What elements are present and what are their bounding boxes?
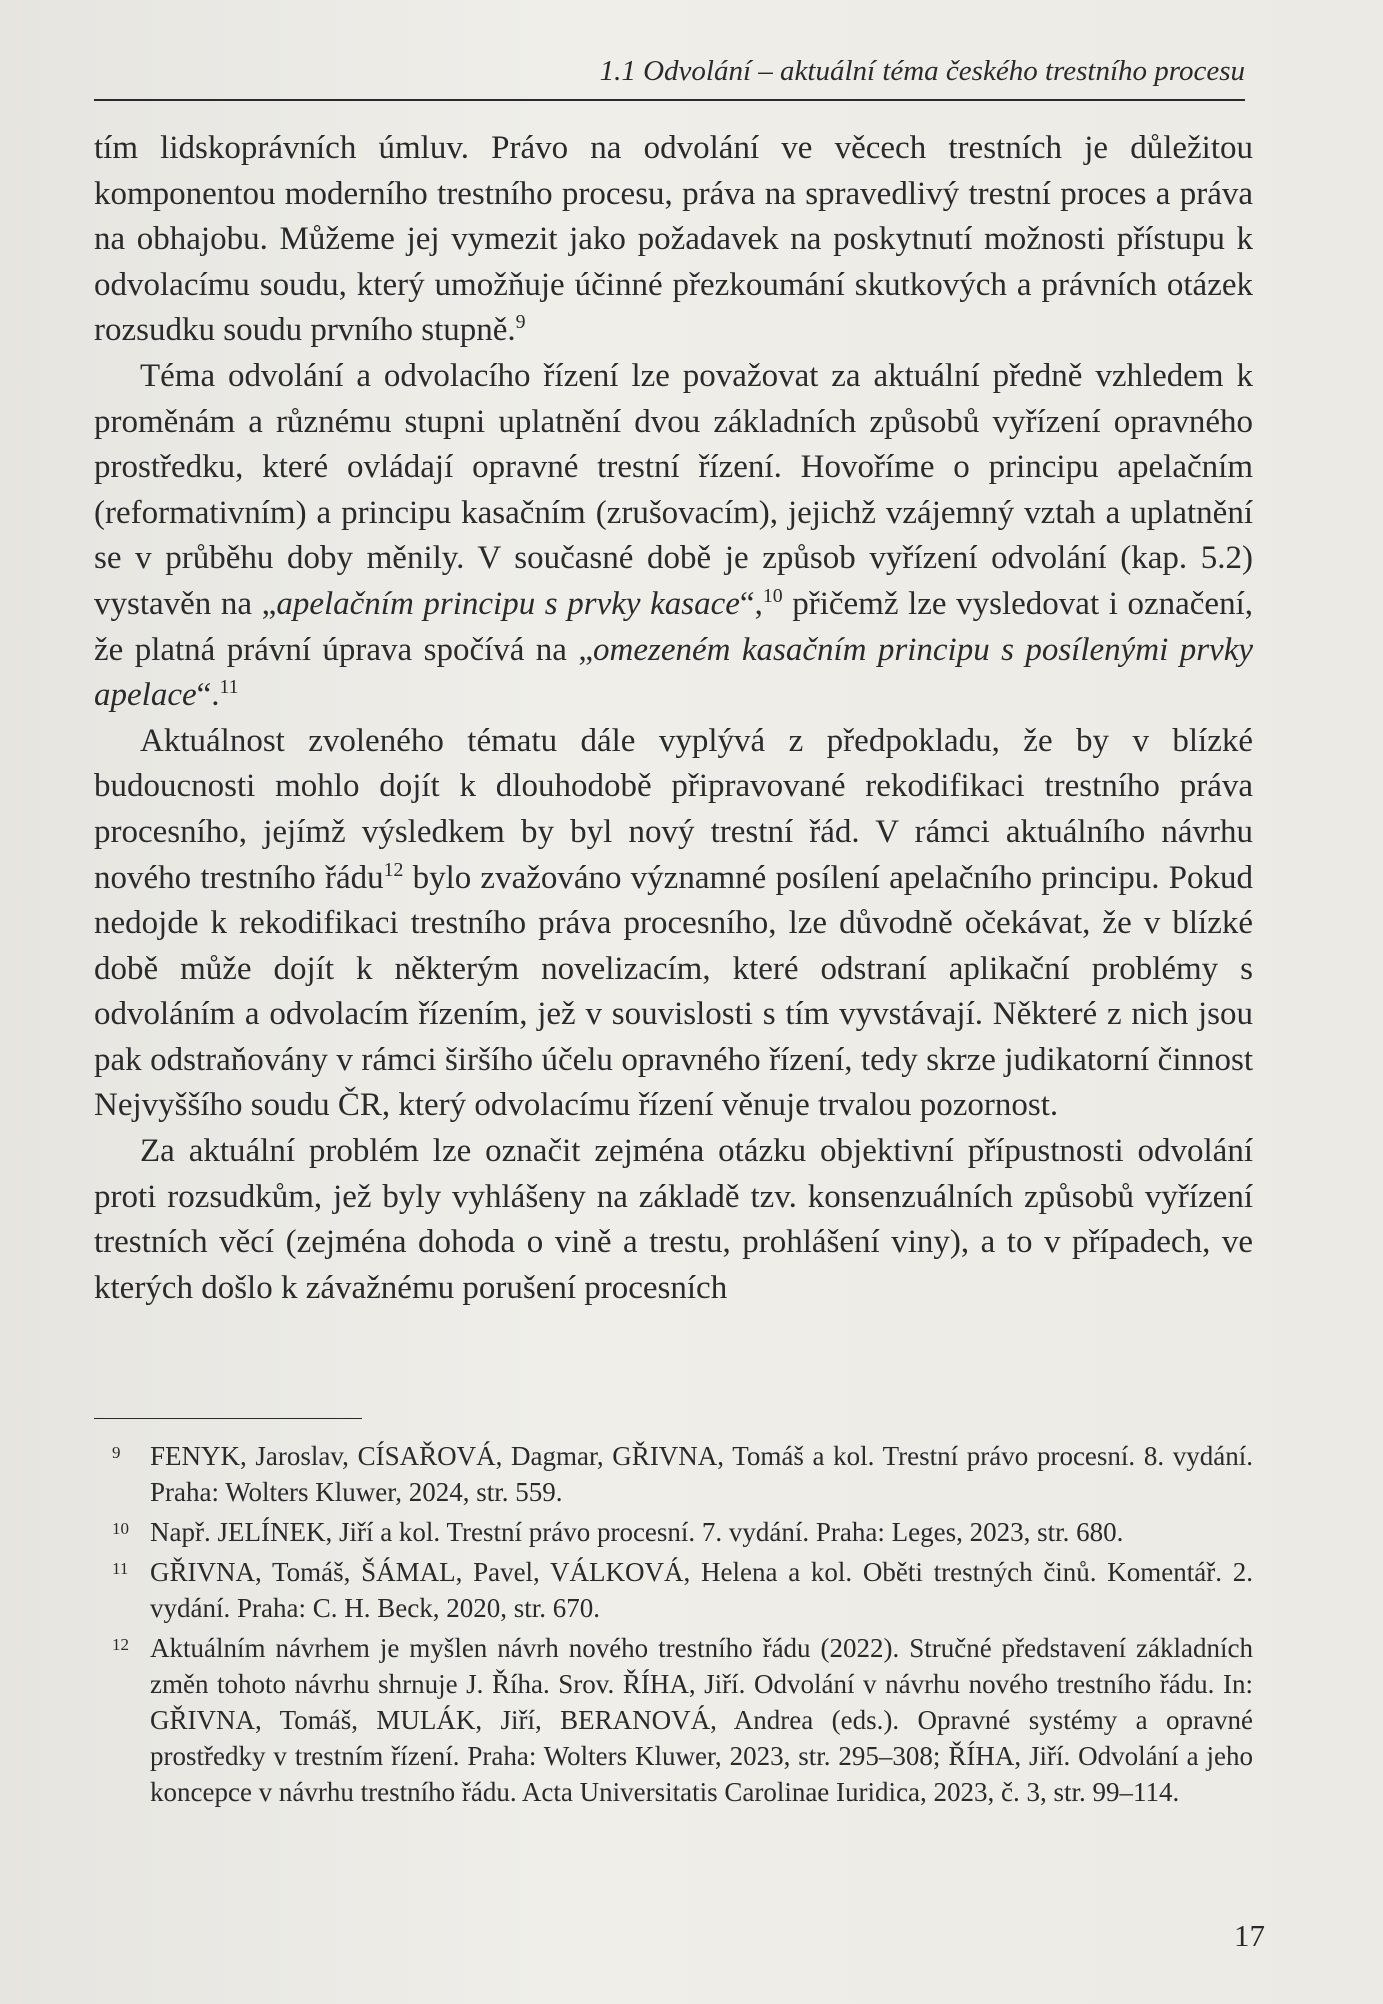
header-rule bbox=[94, 99, 1245, 101]
footnote-text: Aktuálním návrhem je myšlen návrh nového trestního řádu (2022). Stručné představení základních změn tohoto návrhu shrnuje J. Říha. Srov. ŘÍHA, Jiří. Odvolání v návrhu nového trestního řádu. In: GŘIVNA, Tomáš, MULÁK, Jiří, BERANOVÁ, Andrea (eds.). Opravné systémy a opravné prostředky v trestním řízení. Praha: Wolters Kluwer, 2023, str. 295–308; ŘÍHA, Jiří. Odvolání a jeho koncepce v návrhu trestního řádu. Acta Universitatis Carolinae Iuridica, 2023, č. 3, str. 99–114. bbox=[150, 1633, 1253, 1807]
paragraph-1 bbox=[94, 126, 1253, 354]
paragraph-2-text-c: přičemž lze vysledovat i označení, že platná právní úprava spočívá na „ bbox=[94, 585, 1253, 668]
footnote-ref-9: 9 bbox=[515, 311, 526, 334]
paragraph-2-text-a: Téma odvolání a odvolacího řízení lze považovat za aktuální předně vzhledem k proměnám a různému stupni uplatnění dvou základních způsobů vyřízení opravného prostředku, které ovládají opravné trestní řízení. Hovoříme o principu apelačním (reformativním) a principu kasačním (zrušovacím), jejichž vzájemný vztah a uplatnění se v průběhu doby měnily. V současné době je způsob vyřízení odvolání (kap. 5.2) vystavěn na „ bbox=[94, 357, 1253, 622]
footnote-9 bbox=[94, 1438, 1253, 1510]
paragraph-2-text-b: “, bbox=[739, 585, 763, 622]
footnote-number: 9 bbox=[112, 1443, 121, 1462]
footnote-number: 12 bbox=[112, 1635, 129, 1654]
paragraph-2-text-d: “. bbox=[196, 677, 220, 714]
running-header: 1.1 Odvolání – aktuální téma českého trestního procesu bbox=[599, 55, 1245, 87]
footnote-10 bbox=[94, 1514, 1253, 1550]
paragraph-1-text: tím lidskoprávních úmluv. Právo na odvolání ve věcech trestních je důležitou komponentou moderního trestního procesu, práva na spravedlivý trestní proces a práva na obhajobu. Můžeme jej vymezit jako požadavek na poskytnutí možnosti přístupu k odvolacímu soudu, který umožňuje účinné přezkoumání skutkových a právních otázek rozsudku soudu prvního stupně. bbox=[94, 130, 1253, 349]
footnote-separator bbox=[94, 1418, 362, 1419]
paragraph-2-quote-1: apelačním principu s prvky kasace bbox=[276, 585, 740, 622]
footnote-ref-12: 12 bbox=[383, 858, 404, 881]
paragraph-2 bbox=[94, 354, 1253, 719]
page-number: 17 bbox=[1234, 1918, 1265, 1953]
footnote-text: FENYK, Jaroslav, CÍSAŘOVÁ, Dagmar, GŘIVNA, Tomáš a kol. Trestní právo procesní. 8. vydání. Praha: Wolters Kluwer, 2024, str. 559. bbox=[150, 1441, 1253, 1507]
footnote-ref-11: 11 bbox=[219, 676, 239, 699]
main-text bbox=[94, 126, 1253, 1311]
footnote-number: 10 bbox=[112, 1519, 129, 1538]
footnotes bbox=[94, 1438, 1253, 1814]
footnote-ref-10: 10 bbox=[762, 584, 783, 607]
paragraph-2-quote-2: omezeném kasačním principu s posílenými prvky apelace bbox=[94, 631, 1253, 714]
footnote-text: GŘIVNA, Tomáš, ŠÁMAL, Pavel, VÁLKOVÁ, Helena a kol. Oběti trestných činů. Komentář. 2. vydání. Praha: C. H. Beck, 2020, str. 670. bbox=[150, 1557, 1253, 1623]
footnote-11 bbox=[94, 1554, 1253, 1626]
footnote-12 bbox=[94, 1630, 1253, 1810]
paragraph-4 bbox=[94, 1129, 1253, 1311]
paragraph-4-text: Za aktuální problém lze označit zejména otázku objektivní přípustnosti odvolání proti rozsudkům, jež byly vyhlášeny na základě tzv. konsenzuálních způsobů vyřízení trestních věcí (zejména dohoda o vině a trestu, prohlášení viny), a to v případech, ve kterých došlo k závažnému porušení procesních bbox=[94, 1133, 1253, 1306]
footnote-text: Např. JELÍNEK, Jiří a kol. Trestní právo procesní. 7. vydání. Praha: Leges, 2023, str. 680. bbox=[150, 1517, 1124, 1547]
paragraph-3-text-a: Aktuálnost zvoleného tématu dále vyplývá z předpokladu, že by v blízké budoucnosti mohlo dojít k dlouhodobě připravované rekodifikaci trestního práva procesního, jejímž výsledkem by byl nový trestní řád. V rámci aktuálního návrhu nového trestního řádu bbox=[94, 722, 1253, 896]
footnote-number: 11 bbox=[112, 1559, 129, 1578]
paragraph-3 bbox=[94, 719, 1253, 1129]
paragraph-3-text-b: bylo zvažováno významné posílení apelačního principu. Pokud nedojde k rekodifikaci trestního práva procesního, lze důvodně očekávat, že v blízké době může dojít k některým novelizacím, které odstraní aplikační problémy s odvoláním a odvolacím řízením, jež v souvislosti s tím vyvstávají. Některé z nich jsou pak odstraňovány v rámci širšího účelu opravného řízení, tedy skrze judikatorní činnost Nejvyššího soudu ČR, který odvolacímu řízení věnuje trvalou pozornost. bbox=[94, 859, 1253, 1124]
